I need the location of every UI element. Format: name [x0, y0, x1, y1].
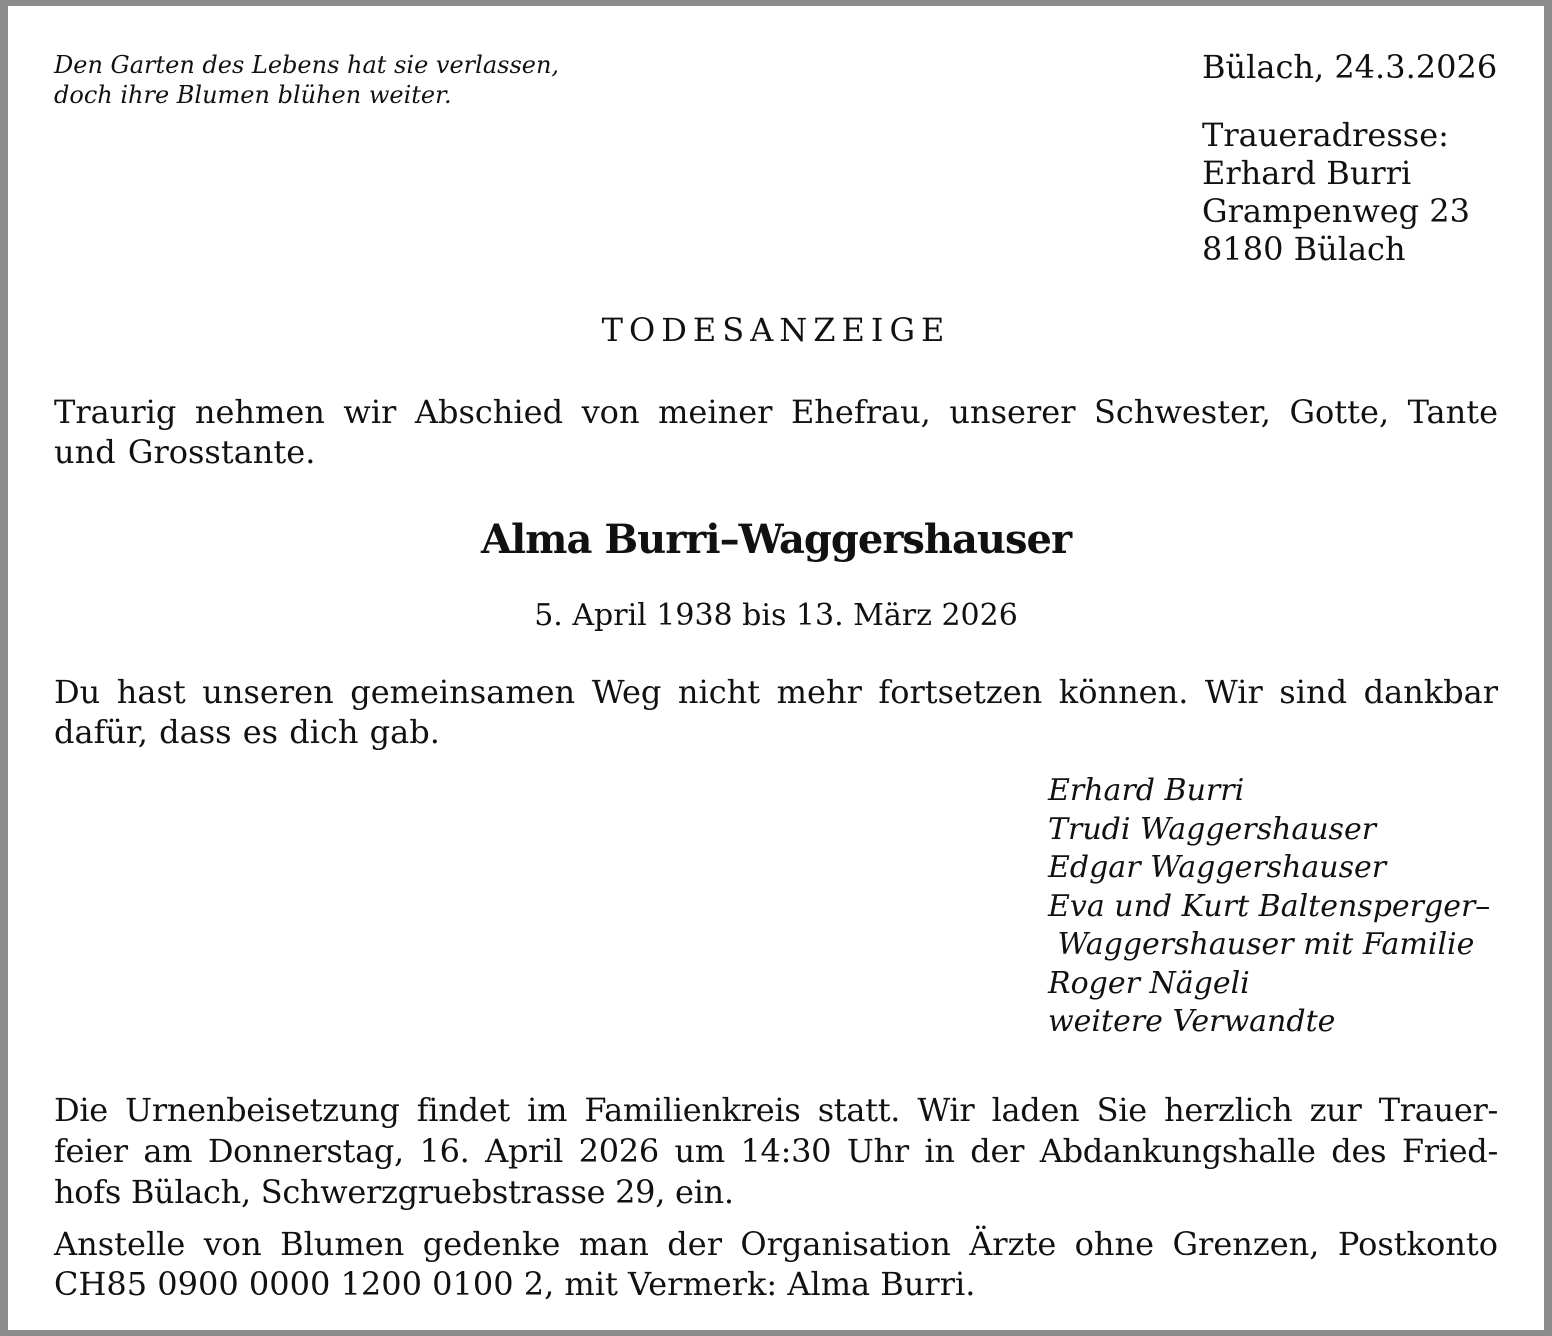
motto-quote — [54, 50, 559, 110]
mourning-address-label: Traueradresse: — [1202, 116, 1449, 154]
mourning-address — [1202, 116, 1497, 268]
ceremony-line: feier am Donnerstag, 16. April 2026 um 14:30 Uhr in der Abdankungshalle des Fried- — [54, 1132, 1498, 1170]
farewell-paragraph: Du hast unseren gemeinsamen Weg nicht mehr fortsetzen können. Wir sind dankbar dafür, dass es dich gab. — [54, 673, 1498, 751]
donation-paragraph: Anstelle von Blumen gedenke man der Organisation Ärzte ohne Grenzen, Postkonto CH85 0900 0000 1200 0100 2, mit Vermerk: Alma Burri. — [54, 1225, 1498, 1303]
family-member: Trudi Waggershauser — [1048, 811, 1377, 847]
mourning-address-city: 8180 Bülach — [1202, 230, 1406, 268]
family-member: Erhard Burri — [1048, 773, 1245, 808]
place-date: Bülach, 24.3.2026 — [1202, 48, 1498, 86]
notice-heading: TODESANZEIGE — [601, 311, 951, 349]
motto-line-1: Den Garten des Lebens hat sie verlassen, — [54, 51, 560, 79]
family-member: Waggershauser mit Familie — [1048, 927, 1475, 962]
mourning-address-name: Erhard Burri — [1202, 154, 1412, 192]
family-member: weitere Verwandte — [1048, 1004, 1336, 1039]
mourning-address-street: Grampenweg 23 — [1202, 192, 1471, 230]
family-signatures — [1048, 772, 1490, 1042]
header-right-block — [1202, 48, 1497, 268]
life-dates: 5. April 1938 bis 13. März 2026 — [534, 598, 1018, 633]
motto-line-2: doch ihre Blumen blühen weiter. — [54, 81, 452, 109]
deceased-name: Alma Burri–Waggershauser — [480, 516, 1072, 563]
obituary-notice — [8, 6, 1544, 1330]
family-member: Edgar Waggershauser — [1048, 850, 1387, 885]
family-member: Roger Nägeli — [1048, 965, 1250, 1001]
intro-paragraph: Traurig nehmen wir Abschied von meiner Ehefrau, unserer Schwester, Gotte, Tante und Grosstante. — [54, 393, 1498, 471]
ceremony-line: Die Urnenbeisetzung findet im Familienkreis statt. Wir laden Sie herzlich zur Trauer- — [54, 1091, 1498, 1129]
ceremony-line: hofs Bülach, Schwerzgruebstrasse 29, ein. — [54, 1173, 734, 1211]
family-member: Eva und Kurt Baltensperger– — [1048, 888, 1491, 924]
ceremony-paragraph — [54, 1090, 1498, 1213]
